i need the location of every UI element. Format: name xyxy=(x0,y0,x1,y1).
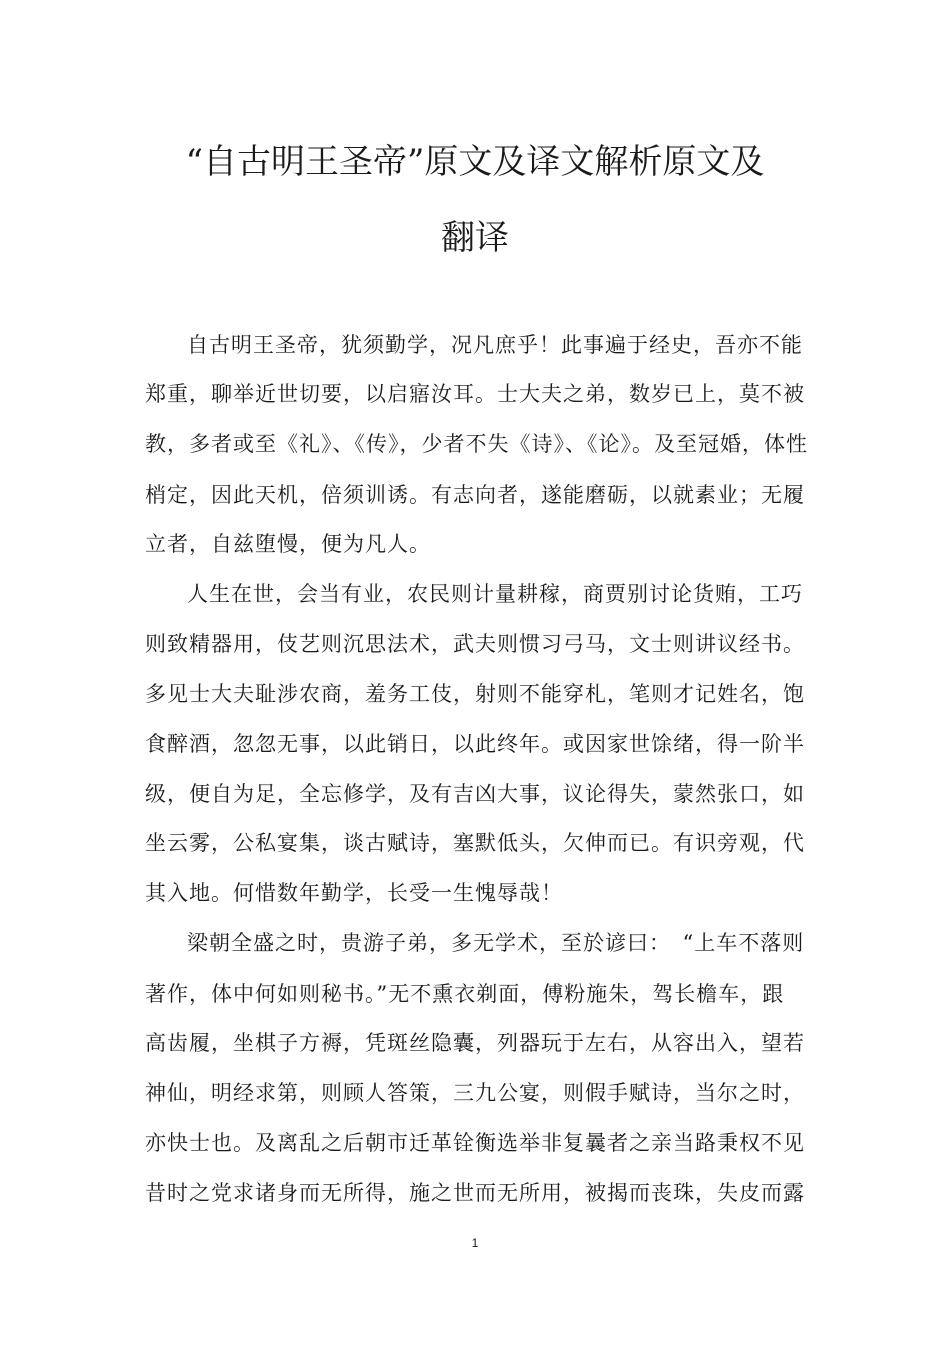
paragraph-1-line-4: 梢定，因此天机，倍须训诱。有志向者，遂能磨砺，以就素业；无履 xyxy=(145,483,805,507)
paragraph-2-line-2: 则致精器用，伎艺则沉思法术，武夫则惯习弓马，文士则讲议经书。 xyxy=(145,632,805,656)
paragraph-1-line-2: 郑重，聊举近世切要，以启寤汝耳。士大夫之弟，数岁已上，莫不被 xyxy=(145,382,805,406)
paragraph-1-line-5: 立者，自兹堕慢，便为凡人。 xyxy=(145,532,431,556)
paragraph-2-line-7: 其入地。何惜数年勤学，长受一生愧辱哉！ xyxy=(145,881,563,905)
paragraph-2-line-4: 食醉酒，忽忽无事，以此销日，以此终年。或因家世馀绪，得一阶半 xyxy=(145,732,805,756)
paragraph-3-line-3: 高齿履，坐棋子方褥，凭斑丝隐囊，列器玩于左右，从容出入，望若 xyxy=(145,1031,805,1055)
paragraph-2-line-6: 坐云雾，公私宴集，谈古赋诗，塞默低头，欠伸而已。有识旁观，代 xyxy=(145,831,805,855)
paragraph-2-line-5: 级，便自为足，全忘修学，及有吉凶大事，议论得失，蒙然张口，如 xyxy=(145,782,805,806)
paragraph-1-line-1: 自古明王圣帝，犹须勤学，况凡庶乎！此事遍于经史，吾亦不能 xyxy=(187,333,803,357)
paragraph-3-line-5: 亦快士也。及离乱之后朝市迁革铨衡选举非复曩者之亲当路秉权不见 xyxy=(145,1131,805,1155)
page-number: 1 xyxy=(471,1236,479,1250)
paragraph-2-line-1: 人生在世，会当有业，农民则计量耕稼，商贾别讨论货贿，工巧 xyxy=(187,582,803,606)
paragraph-3-line-2: 著作，体中何如则秘书。”无不熏衣剃面，傅粉施朱，驾长檐车，跟 xyxy=(145,982,785,1006)
paragraph-3-line-1: 梁朝全盛之时，贵游子弟，多无学术，至於谚曰： “上车不落则 xyxy=(187,931,805,955)
paragraph-3-line-6: 昔时之党求诸身而无所得，施之世而无所用，被揭而丧珠，失皮而露 xyxy=(145,1181,805,1205)
document-title-line-2: 翻译 xyxy=(441,218,509,258)
paragraph-3-line-4: 神仙，明经求第，则顾人答策，三九公宴，则假手赋诗，当尔之时， xyxy=(145,1081,805,1105)
document-title-line-1: “自古明王圣帝”原文及译文解析原文及 xyxy=(185,142,765,182)
paragraph-2-line-3: 多见士大夫耻涉农商，羞务工伎，射则不能穿札，笔则才记姓名，饱 xyxy=(145,682,805,706)
paragraph-1-line-3: 教，多者或至《礼》、《传》，少者不失《诗》、《论》。及至冠婚，体性 xyxy=(145,432,808,456)
